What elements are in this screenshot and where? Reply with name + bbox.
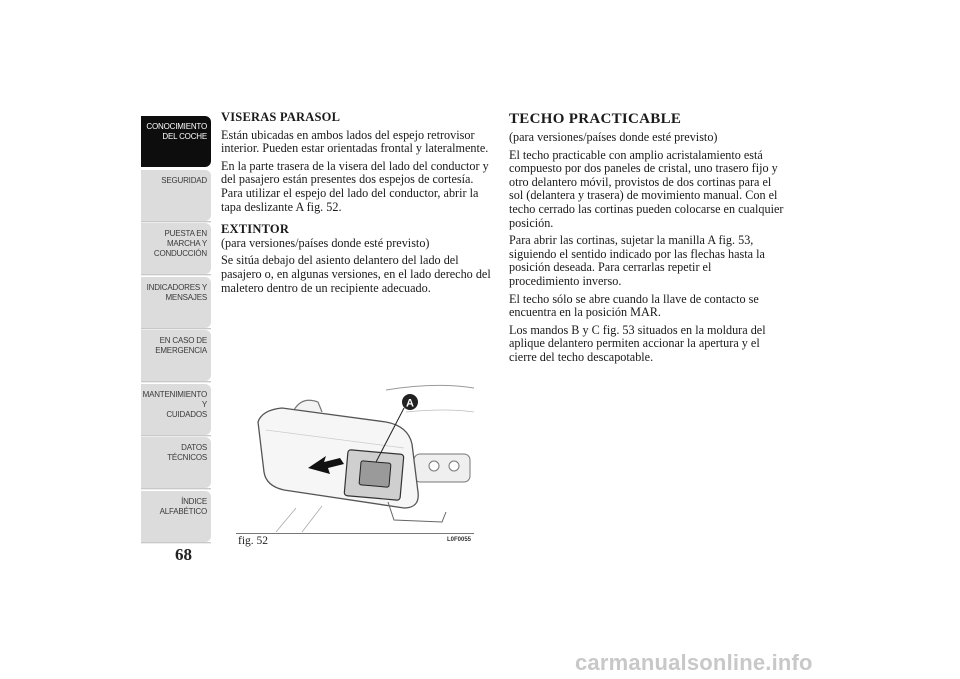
watermark: carmanualsonline.info xyxy=(575,650,813,675)
tab-mantenimiento-y-cuidados[interactable]: MANTENIMIENTO Y CUIDADOS xyxy=(141,384,211,435)
techo-heading: TECHO PRACTICABLE xyxy=(509,111,682,127)
callout-a: A xyxy=(406,397,414,410)
figure-rule xyxy=(236,533,474,534)
tab-en-caso-de-emergencia[interactable]: EN CASO DE EMERGENCIA xyxy=(141,330,211,381)
techo-paragraph-4: Los mandos B y C fig. 53 situados en la moldura del aplique delantero permiten accionar la apertura y el cierre del techo descapotable. xyxy=(509,322,766,364)
viseras-heading: VISERAS PARASOL xyxy=(221,110,341,124)
tab-indice-alfabetico[interactable]: ÍNDICE ALFABÉTICO xyxy=(141,491,211,542)
right-column xyxy=(509,111,784,369)
left-column xyxy=(221,111,491,299)
viseras-paragraph-2: En la parte trasera de la visera del lado del conductor y del pasajero están presentes dos espejos de cortesía. Para utilizar el espejo del lado del conductor, abrir la tapa deslizante A fig. 52. xyxy=(221,158,489,214)
tab-puesta-en-marcha[interactable]: PUESTA EN MARCHA Y CONDUCCIÓN xyxy=(141,223,211,274)
extintor-subheading: (para versiones/países donde esté previsto) xyxy=(221,235,430,250)
tab-datos-tecnicos[interactable]: DATOS TÉCNICOS xyxy=(141,437,211,488)
extintor-heading: EXTINTOR xyxy=(221,222,290,237)
figure-code: L0F0055 xyxy=(447,537,472,543)
figure-caption: fig. 52 xyxy=(238,535,269,547)
sun-visor-drawing xyxy=(236,382,474,534)
tab-seguridad[interactable]: SEGURIDAD xyxy=(141,170,211,221)
extintor-paragraph-1: Se sitúa debajo del asiento delantero del lado del pasajero o, en algunas versiones, en el lado derecho del maletero dentro de un recipiente adecuado. xyxy=(221,253,491,295)
chapter-tabs xyxy=(141,116,211,544)
tab-conocimiento-del-coche[interactable]: CONOCIMIENTO DEL COCHE xyxy=(141,116,211,167)
techo-subheading: (para versiones/países donde esté previsto) xyxy=(509,130,718,144)
techo-paragraph-2: Para abrir las cortinas, sujetar la manilla A fig. 53, siguiendo el sentido indicado por las flechas hasta la posición deseada. Para cerrarlas repetir el procedimiento inverso. xyxy=(509,233,765,288)
techo-paragraph-1: El techo practicable con amplio acristalamiento está compuesto por dos paneles de cristal, uno trasero fijo y otro delantero móvil, provistos de dos cortinas para el sol (delantera y trasera) de movimiento manual. Con el techo cerrado las cortinas pueden colocarse en cualquier posición. xyxy=(509,147,784,230)
techo-paragraph-3: El techo sólo se abre cuando la llave de contacto se encuentra en la posición MAR. xyxy=(509,291,759,320)
viseras-paragraph-1: Están ubicadas en ambos lados del espejo retrovisor interior. Pueden estar orientadas frontal y lateralmente. xyxy=(221,127,489,156)
page-number: 68 xyxy=(175,545,192,564)
sun-visor-illustration xyxy=(236,382,474,534)
tab-indicadores-y-mensajes[interactable]: INDICADORES Y MENSAJES xyxy=(141,277,211,328)
